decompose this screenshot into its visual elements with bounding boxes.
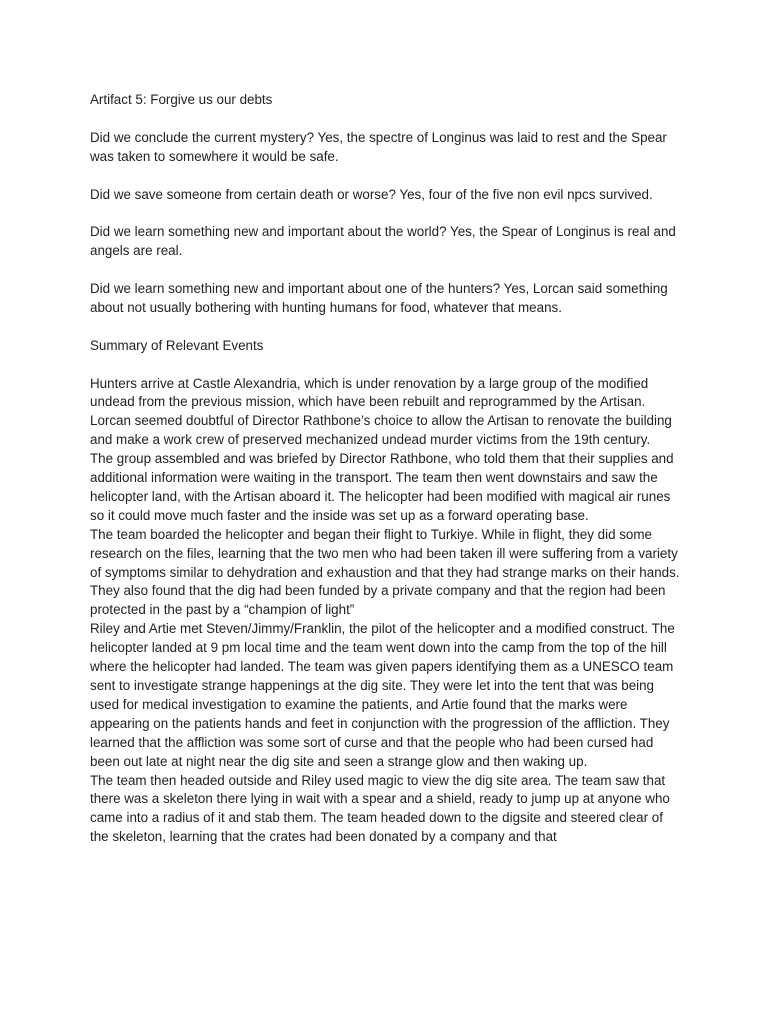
summary-paragraph-arrival: Hunters arrive at Castle Alexandria, which is under renovation by a large group of the modified undead from the previous mission, which have been rebuilt and reprogrammed by the Artisan. Lorcan seemed doubtful of Director Rathbone’s choice to allow the Artisan to renovate the building and make a work crew of preserved mechanized undead murder victims from the 19th century.	[90, 375, 672, 448]
summary-paragraph-briefing: The group assembled and was briefed by Director Rathbone, who told them that their supplies and additional information were waiting in the transport. The team then went downstairs and saw the helicopter land, with the Artisan aboard it. The helicopter had been modified with magical air runes so it could move much faster and the inside was set up as a forward operating base.	[90, 451, 674, 523]
question-conclude-mystery: Did we conclude the current mystery? Yes, the spectre of Longinus was laid to rest and the Spear was taken to somewhere it would be safe.	[90, 129, 667, 164]
summary-paragraph-flight: The team boarded the helicopter and began their flight to Turkiye. While in flight, they did some research on the files, learning that the two men who had been taken ill were suffering from a variety of symptoms similar to dehydration and exhaustion and that they had strange marks on their hands. They also found that the dig had been funded by a private company and that the region had been protected in the past by a “champion of light”	[90, 526, 680, 618]
question-save-someone: Did we save someone from certain death or worse? Yes, four of the five non evil npcs survived.	[90, 186, 653, 202]
summary-heading: Summary of Relevant Events	[90, 337, 264, 353]
document-title: Artifact 5: Forgive us our debts	[90, 92, 273, 107]
document-page	[90, 91, 680, 847]
question-learn-world: Did we learn something new and important about the world? Yes, the Spear of Longinus is real and angels are real.	[90, 224, 676, 259]
summary-paragraph-landing: Riley and Artie met Steven/Jimmy/Franklin, the pilot of the helicopter and a modified construct. The helicopter landed at 9 pm local time and the team went down into the camp from the top of the hill where the helicopter had landed. The team was given papers identifying them as a UNESCO team sent to investigate strange happenings at the dig site. They were let into the tent that was being used for medical investigation to examine the patients, and Artie found that the marks were appearing on the patients hands and feet in conjunction with the progression of the affliction. They learned that the affliction was some sort of curse and that the people who had been cursed had been out late at night near the dig site and seen a strange glow and then waking up.	[90, 621, 675, 769]
summary-paragraph-digsite: The team then headed outside and Riley used magic to view the dig site area. The team saw that there was a skeleton there lying in wait with a spear and a shield, ready to jump up at anyone who came into a radius of it and stab them. The team headed down to the digsite and steered clear of the skeleton, learning that the crates had been donated by a company and that	[90, 772, 670, 845]
question-learn-hunter: Did we learn something new and important about one of the hunters? Yes, Lorcan said something about not usually bothering with hunting humans for food, whatever that means.	[90, 281, 668, 315]
